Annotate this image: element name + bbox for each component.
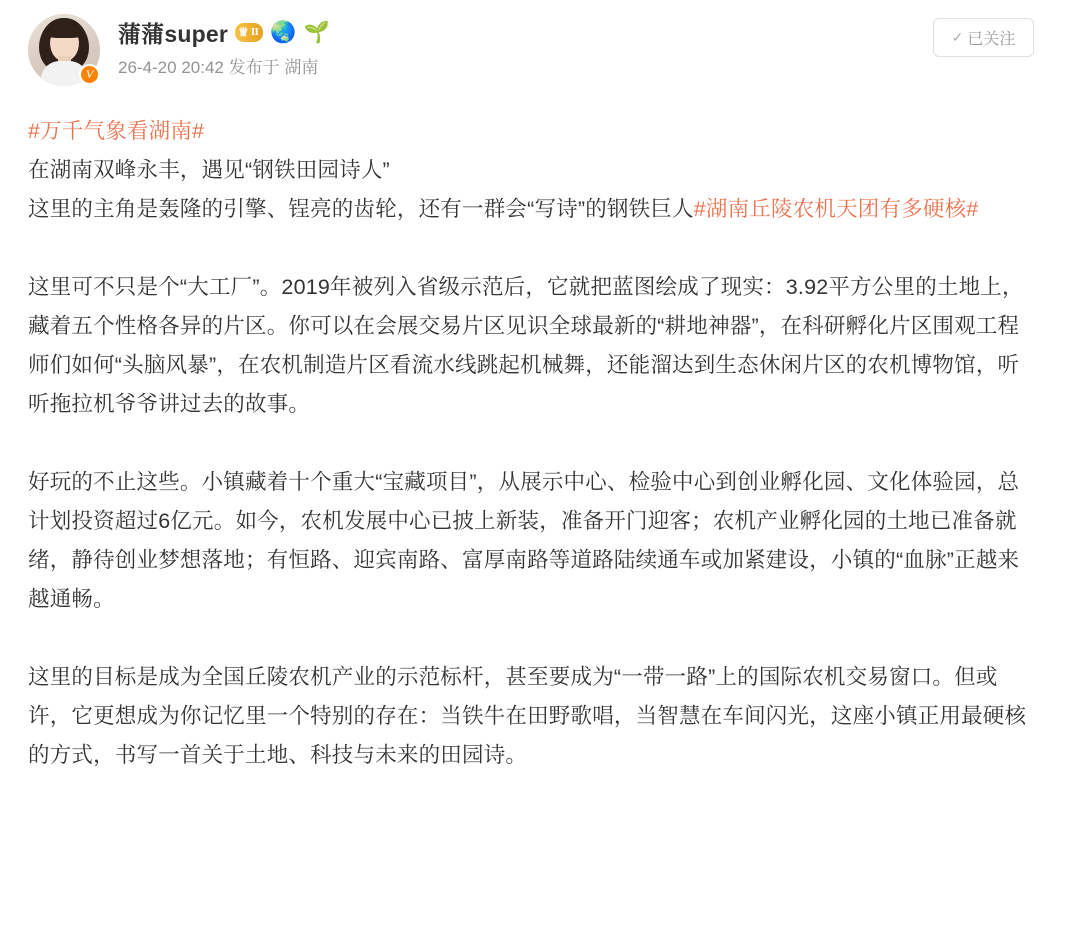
post-location: 湖南 — [284, 58, 319, 77]
vip-crown-badge[interactable] — [235, 23, 263, 42]
verified-badge-icon: V — [79, 64, 100, 85]
lead-line-text: 这里的主角是轰隆的引擎、锃亮的齿轮，还有一群会“写诗”的钢铁巨人 — [28, 197, 694, 221]
paragraph-gap-1 — [28, 229, 1034, 268]
follow-button[interactable] — [933, 18, 1034, 57]
paragraph-1: 这里可不只是个“大工厂”。2019年被列入省级示范后，它就把蓝图绘成了现实：3.92平方公里的土地上，藏着五个性格各异的片区。你可以在会展交易片区见识全球最新的“耕地神器”，在科研孵化片区围观工程师们如何“头脑风暴”，在农机制造片区看流水线跳起机械舞，还能溜达到生态休闲片区的农机博物馆，听听拖拉机爷爷讲过去的故事。 — [28, 275, 1024, 416]
intro-line: 在湖南双峰永丰，遇见“钢铁田园诗人” — [28, 158, 390, 182]
avatar[interactable] — [28, 14, 100, 86]
name-row — [118, 16, 1034, 48]
check-icon: ✓ — [951, 29, 964, 45]
earth-globe-icon: 🌏 — [270, 20, 297, 44]
paragraph-gap-2 — [28, 424, 1034, 463]
paragraph-3: 这里的目标是成为全国丘陵农机产业的示范标杆，甚至要成为“一带一路”上的国际农机交易窗口。但或许，它更想成为你记忆里一个特别的存在：当铁牛在田野歌唱，当智慧在车间闪光，这座小镇正用最硬核的方式，书写一首关于土地、科技与未来的田园诗。 — [28, 665, 1027, 767]
post-content — [28, 112, 1034, 775]
topic-link-inline[interactable]: #湖南丘陵农机天团有多硬核# — [693, 197, 979, 221]
publish-prefix: 发布于 — [228, 58, 280, 77]
seedling-icon: 🌱 — [303, 20, 330, 44]
username[interactable]: 蒲蒲super — [118, 20, 229, 47]
post-timestamp: 26-4-20 20:42 — [118, 58, 224, 77]
lead-line — [28, 190, 1034, 229]
follow-button-label: 已关注 — [967, 31, 1016, 48]
post-meta — [118, 14, 1034, 80]
vip-level-label: II — [250, 26, 259, 38]
post-header — [28, 14, 1034, 86]
topic-line — [28, 112, 1034, 151]
timestamp-row — [118, 56, 1034, 80]
paragraph-gap-3 — [28, 619, 1034, 658]
topic-link-top[interactable]: #万千气象看湖南# — [28, 119, 205, 143]
crown-icon: ♕ — [238, 25, 249, 39]
paragraph-2: 好玩的不止这些。小镇藏着十个重大“宝藏项目”，从展示中心、检验中心到创业孵化园、文化体验园，总计划投资超过6亿元。如今，农机发展中心已披上新装，准备开门迎客；农机产业孵化园的土地已准备就绪，静待创业梦想落地；有恒路、迎宾南路、富厚南路等道路陆续通车或加紧建设，小镇的“血脉”正越来越通畅。 — [28, 470, 1020, 611]
